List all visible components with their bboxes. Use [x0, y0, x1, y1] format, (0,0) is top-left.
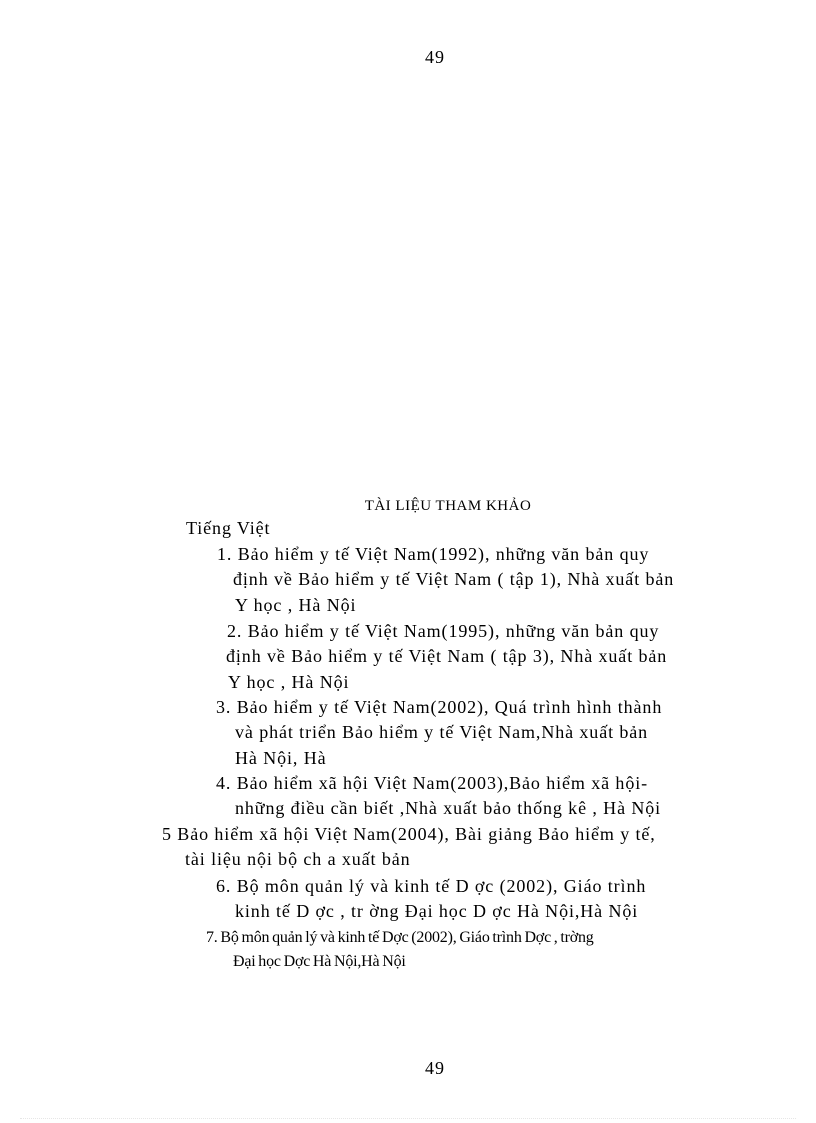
reference-1-line-2: định về Bảo hiểm y tế Việt Nam ( tập 1), Nhà xuất bản — [233, 569, 675, 589]
section-heading: Tiếng Việt — [186, 518, 271, 538]
page-number-bottom: 49 — [425, 1058, 445, 1078]
reference-7-line-2: Đại học Dợc Hà Nội,Hà Nội — [233, 953, 406, 970]
page-number-top: 49 — [425, 47, 445, 67]
references-title: TÀI LIỆU THAM KHẢO — [364, 498, 532, 514]
reference-2-line-2: định về Bảo hiểm y tế Việt Nam ( tập 3), Nhà xuất bản — [226, 646, 668, 666]
reference-3-line-2: và phát triển Bảo hiểm y tế Việt Nam,Nhà xuất bản — [235, 722, 649, 742]
reference-5-line-2: tài liệu nội bộ ch a xuất bản — [185, 849, 411, 869]
reference-2-line-3: Y học , Hà Nội — [228, 672, 350, 692]
reference-3-line-3: Hà Nội, Hà — [235, 748, 327, 768]
reference-4-line-2: những điều cần biết ,Nhà xuất bảo thống kê , Hà Nội — [235, 798, 662, 818]
reference-5-line-1: 5 Bảo hiểm xã hội Việt Nam(2004), Bài giảng Bảo hiểm y tế, — [162, 824, 656, 844]
reference-7-line-1: 7. Bộ môn quản lý và kinh tế Dợc (2002), Giáo trình Dợc , trờng — [206, 929, 594, 946]
reference-4-line-1: 4. Bảo hiểm xã hội Việt Nam(2003),Bảo hiểm xã hội- — [216, 773, 649, 793]
reference-6-line-2: kinh tế D ợc , tr ờng Đại học D ợc Hà Nội,Hà Nội — [235, 901, 639, 921]
reference-1-line-1: 1. Bảo hiểm y tế Việt Nam(1992), những văn bản quy — [217, 544, 650, 564]
reference-6-line-1: 6. Bộ môn quản lý và kinh tế D ợc (2002), Giáo trình — [216, 876, 647, 896]
page-bottom-divider — [20, 1118, 796, 1119]
reference-3-line-1: 3. Bảo hiểm y tế Việt Nam(2002), Quá trình hình thành — [216, 697, 663, 717]
reference-1-line-3: Y học , Hà Nội — [235, 595, 357, 615]
reference-2-line-1: 2. Bảo hiểm y tế Việt Nam(1995), những văn bản quy — [227, 621, 660, 641]
